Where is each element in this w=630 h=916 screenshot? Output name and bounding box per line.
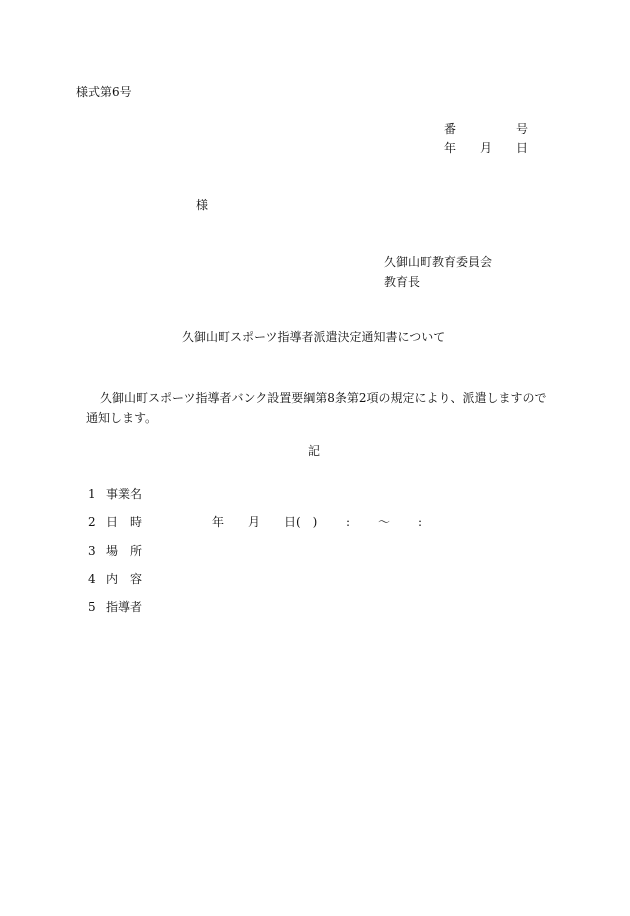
item-number: 2 (88, 515, 96, 529)
issuer-organization: 久御山町教育委員会 (384, 255, 493, 269)
addressee-suffix: 様 (196, 198, 209, 212)
document-title: 久御山町スポーツ指導者派遣決定通知書について (182, 330, 446, 344)
datetime-month: 月 (248, 515, 261, 529)
item-number: 4 (88, 572, 96, 586)
item-number: 1 (88, 487, 96, 501)
item-label: 場 所 (106, 544, 143, 558)
issue-date-year: 年 (444, 141, 457, 155)
item-label: 日 時 (106, 515, 143, 529)
ki-heading: 記 (308, 444, 321, 458)
issue-date-day: 日 (516, 141, 529, 155)
issuer-title: 教育長 (384, 275, 421, 289)
item-label: 事業名 (106, 487, 143, 501)
reference-number-label: 番 (444, 122, 457, 136)
form-number: 様式第6号 (76, 85, 132, 99)
item-number: 3 (88, 544, 96, 558)
datetime-start-colon: : (346, 515, 351, 529)
datetime-year: 年 (212, 515, 225, 529)
body-text: 久御山町スポーツ指導者バンク設置要綱第8条第2項の規定により、派遣しますので通知します。 (86, 391, 547, 425)
datetime-day-weekday: 日( ) (284, 515, 318, 529)
reference-number-suffix: 号 (516, 122, 529, 136)
issue-date-month: 月 (480, 141, 493, 155)
item-label: 指導者 (106, 600, 143, 614)
item-label: 内 容 (106, 572, 143, 586)
datetime-range-tilde: 〜 (378, 515, 391, 529)
datetime-end-colon: : (418, 515, 423, 529)
item-number: 5 (88, 600, 96, 614)
